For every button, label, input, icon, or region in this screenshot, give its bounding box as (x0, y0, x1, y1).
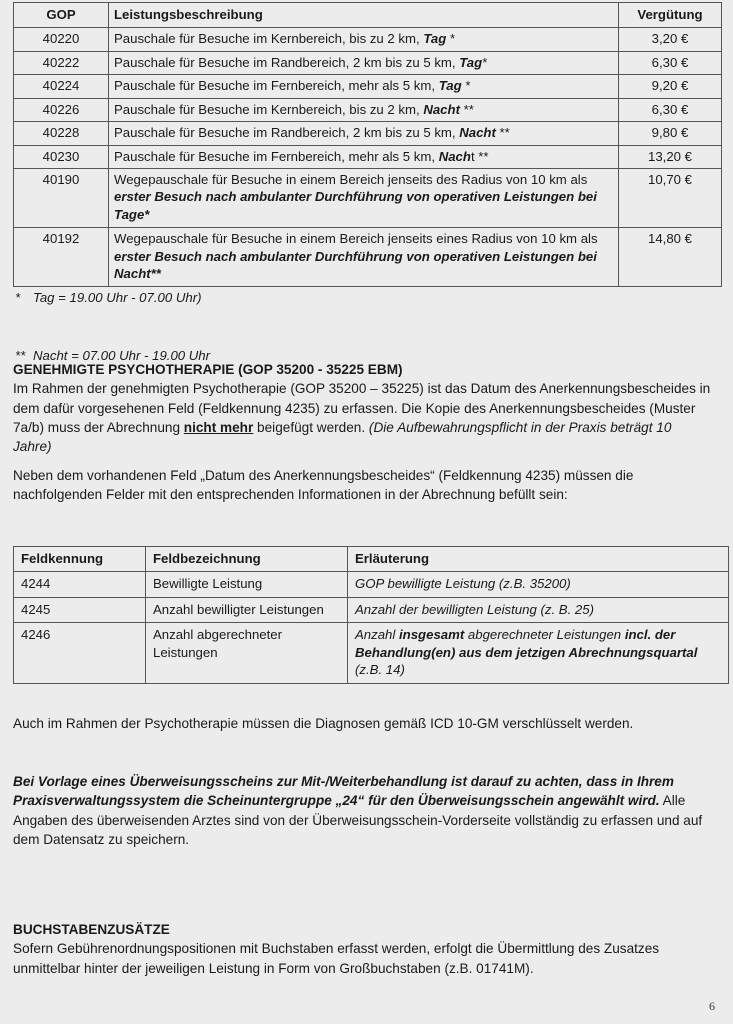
desc-plain: Pauschale für Besuche im Kernbereich, bis zu 2 km, (114, 101, 424, 117)
section-heading-buchstabenzusaetze: BUCHSTABENZUSÄTZE (13, 922, 170, 937)
desc-tail: ** (459, 101, 474, 117)
cell-gop: 40190 (14, 168, 109, 227)
cell-erlaeuterung (348, 597, 729, 622)
table-row (14, 28, 722, 51)
para-part-1: Im Rahmen der genehmigten Psychotherapie (GOP 35200 – 35225) ist das Datum des Anerkennungsbescheides in dem dafür vorgesehenen Feld (Feldkennung 4235) zu erfassen. Die Kopie des Anerkennungsbescheides (Muster 7a/b) muss der Abrechnung (13, 381, 711, 435)
cell-fee: 9,20 € (619, 75, 722, 98)
erl-part-a: Anzahl (355, 627, 399, 643)
cell-feldbezeichnung: Bewilligte Leistung (146, 572, 348, 597)
desc-tail: ** (495, 125, 510, 141)
desc-plain: Wegepauschale für Besuche in einem Bereich jenseits des Radius von 10 km als (114, 171, 588, 187)
cell-description (109, 75, 619, 98)
para-italic-note: (Die Aufbewahrungspflicht in der Praxis beträgt 10 Jahre) (13, 419, 672, 455)
cell-feldkennung: 4246 (14, 623, 146, 683)
table-row (14, 75, 722, 98)
desc-tail: * (446, 31, 456, 47)
ueberweisung-plain: Alle Angaben des überweisenden Arztes sind von der Überweisungsschein-Vorderseite vollständig zu erfassen und auf dem Datensatz zu speichern. (13, 793, 703, 847)
section-heading-psychotherapy: GENEHMIGTE PSYCHOTHERAPIE (GOP 35200 - 35225 EBM) (13, 362, 403, 377)
cell-fee: 13,20 € (619, 145, 722, 168)
cell-description (109, 168, 619, 227)
table-header-row (14, 3, 722, 28)
cell-gop: 40230 (14, 145, 109, 168)
footnote-text: Tag = 19.00 Uhr - 07.00 Uhr) (33, 290, 202, 306)
desc-tail: * (482, 54, 488, 70)
cell-description (109, 98, 619, 121)
table-row (14, 168, 722, 227)
desc-tail: * (461, 78, 471, 94)
cell-gop: 40220 (14, 28, 109, 51)
desc-plain: Wegepauschale für Besuche in einem Bereich jenseits eines Radius von 10 km als (114, 231, 598, 247)
cell-fee: 6,30 € (619, 98, 722, 121)
footnote-row (15, 288, 210, 307)
column-header-feldkennung: Feldkennung (14, 547, 146, 572)
cell-description (109, 51, 619, 74)
desc-emphasis: Tag (423, 31, 447, 47)
desc-plain: Pauschale für Besuche im Fernbereich, mehr als 5 km, (114, 78, 439, 94)
desc-plain: Pauschale für Besuche im Fernbereich, mehr als 5 km, (114, 148, 439, 164)
cell-feldkennung: 4245 (14, 597, 146, 622)
cell-gop: 40228 (14, 122, 109, 145)
desc-emphasis: Nacht (459, 125, 496, 141)
section-additional-fields-intro (13, 466, 713, 505)
page-number: 6 (709, 999, 715, 1013)
cell-erlaeuterung (348, 572, 729, 597)
column-header-fee: Vergütung (619, 3, 722, 28)
section-psychotherapy (13, 360, 713, 456)
desc-plain: Pauschale für Besuche im Randbereich, 2 km bis zu 5 km, (114, 54, 460, 70)
footnote-text: Nacht = 07.00 Uhr - 19.00 Uhr (33, 347, 211, 363)
cell-feldkennung: 4244 (14, 572, 146, 597)
desc-emphasis: Nacht (423, 101, 460, 117)
section-icd-coding (13, 714, 713, 733)
column-header-feldbezeichnung: Feldbezeichnung (146, 547, 348, 572)
footnote-mark: * (15, 290, 21, 306)
neben-paragraph: Neben dem vorhandenen Feld „Datum des Anerkennungsbescheides“ (Feldkennung 4235) müssen die nachfolgenden Felder mit den entsprechenden Informationen in der Abrechnung befüllt sein: (13, 468, 634, 503)
section-ueberweisungsschein (13, 772, 713, 849)
para-emphasis-nicht-mehr: nicht mehr (183, 419, 254, 435)
column-header-description: Leistungsbeschreibung (109, 3, 619, 28)
icd-paragraph: Auch im Rahmen der Psychotherapie müssen die Diagnosen gemäß ICD 10-GM verschlüsselt werden. (13, 716, 634, 731)
field-definition-table (13, 546, 729, 684)
cell-fee: 3,20 € (619, 28, 722, 51)
footnote-mark: ** (15, 347, 26, 363)
cell-fee: 6,30 € (619, 51, 722, 74)
table-row (14, 51, 722, 74)
buchstaben-paragraph: Sofern Gebührenordnungspositionen mit Buchstaben erfasst werden, erfolgt die Übermittlung des Zusatzes unmittelbar hinter der jeweiligen Leistung in Form von Großbuchstaben (z.B. 01741M). (13, 941, 660, 976)
ueberweisung-paragraph (13, 772, 713, 849)
desc-plain: Pauschale für Besuche im Kernbereich, bis zu 2 km, (114, 31, 424, 47)
desc-emphasis: Nach (438, 148, 471, 164)
table-row (14, 572, 729, 597)
erl-part-c: abgerechneter Leistungen (464, 627, 625, 643)
table-header-row (14, 547, 729, 572)
erl-part-a: Anzahl der bewilligten Leistung (z. B. 25) (355, 601, 594, 617)
ueberweisung-emphasis: Bei Vorlage eines Überweisungsscheins zur Mit-/Weiterbehandlung ist darauf zu achten, dass in Ihrem Praxisverwaltungssystem die Scheinuntergruppe „24“ für den Überweisungsschein angewählt wird. (13, 774, 674, 809)
cell-feldbezeichnung: Anzahl bewilligter Leistungen (146, 597, 348, 622)
table-row (14, 597, 729, 622)
cell-fee: 14,80 € (619, 228, 722, 287)
desc-tail: t ** (470, 148, 489, 164)
cell-description (109, 28, 619, 51)
table-row (14, 145, 722, 168)
desc-plain: Pauschale für Besuche im Randbereich, 2 km bis zu 5 km, (114, 125, 460, 141)
cell-erlaeuterung (348, 623, 729, 683)
table-row (14, 122, 722, 145)
cell-description (109, 145, 619, 168)
cell-gop: 40222 (14, 51, 109, 74)
erl-part-b: insgesamt (399, 627, 465, 643)
cell-feldbezeichnung: Anzahl abgerechneter Leistungen (146, 623, 348, 683)
cell-gop: 40192 (14, 228, 109, 287)
gop-fee-table (13, 2, 722, 287)
cell-fee: 9,80 € (619, 122, 722, 145)
psychotherapy-paragraph (13, 379, 713, 456)
table-row (14, 623, 729, 683)
cell-fee: 10,70 € (619, 168, 722, 227)
cell-gop: 40226 (14, 98, 109, 121)
desc-emphasis: erster Besuch nach ambulanter Durchführung von operativen Leistungen bei Nacht** (114, 248, 597, 282)
desc-emphasis: Tag (459, 54, 483, 70)
desc-emphasis: Tag (438, 78, 462, 94)
table-row (14, 98, 722, 121)
desc-emphasis: erster Besuch nach ambulanter Durchführung von operativen Leistungen bei Tage* (114, 189, 597, 222)
para-part-2: beigefügt werden. (253, 419, 369, 435)
section-buchstabenzusaetze (13, 920, 713, 978)
cell-description (109, 122, 619, 145)
column-header-gop: GOP (14, 3, 109, 28)
erl-part-d: incl. der Behandlung(en) aus dem jetzigen Abrechnungsquartal (355, 627, 698, 660)
column-header-erlaeuterung: Erläuterung (348, 547, 729, 572)
erl-part-e: (z.B. 14) (355, 662, 405, 678)
cell-gop: 40224 (14, 75, 109, 98)
erl-part-a: GOP bewilligte Leistung (z.B. 35200) (355, 576, 571, 592)
